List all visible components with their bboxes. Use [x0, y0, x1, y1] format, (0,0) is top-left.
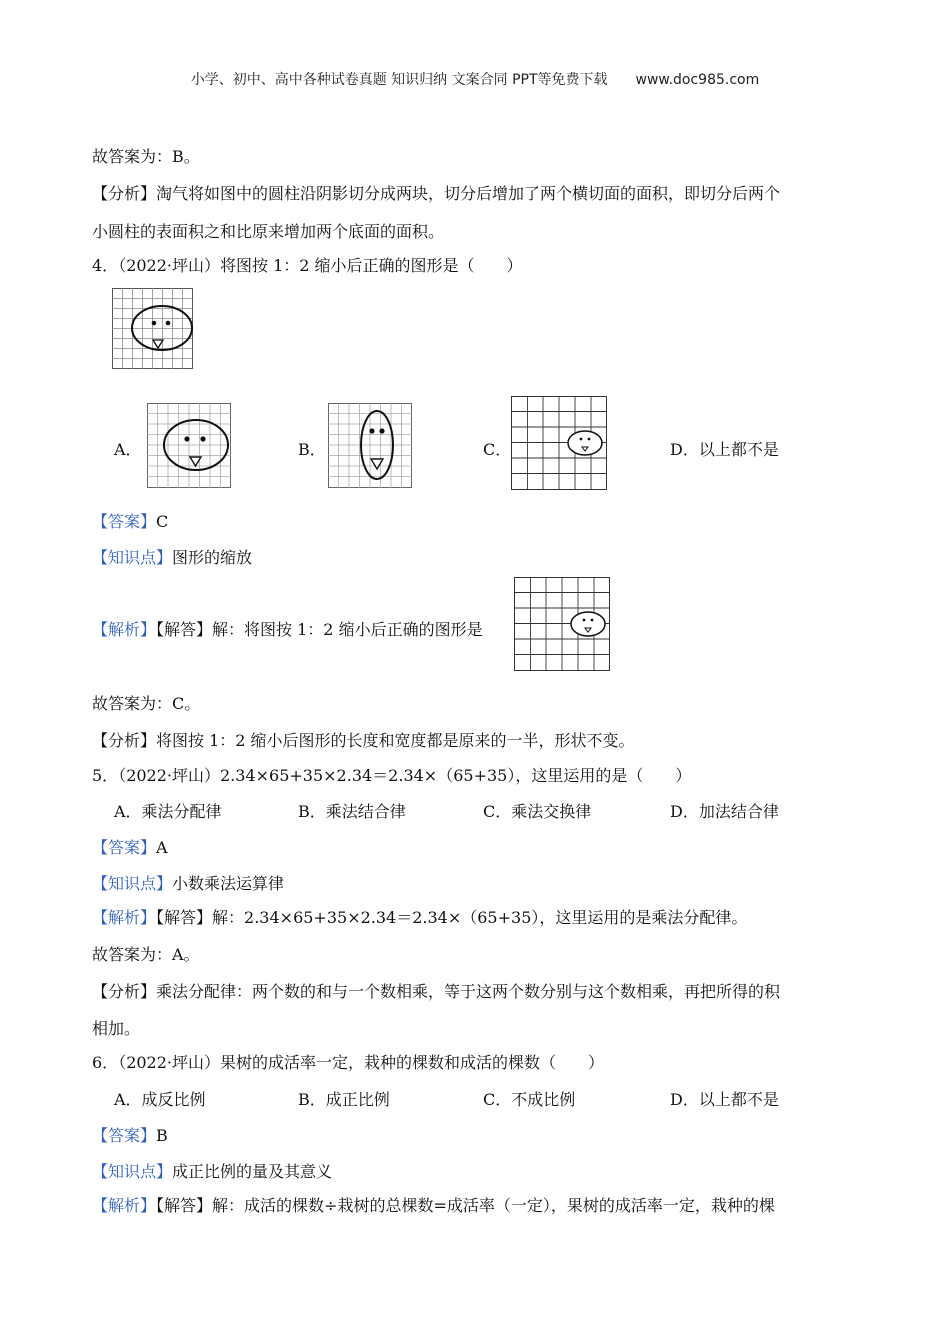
q5-conclusion: 故答案为：A。: [92, 945, 200, 964]
q4-analysis: 【分析】将图按 1：2 缩小后图形的长度和宽度都是原来的一半，形状不变。: [92, 731, 635, 750]
q5-knowledge-point: 【知识点】小数乘法运算律: [92, 874, 285, 893]
q4-option-c-figure[interactable]: [511, 396, 607, 490]
q6-option-a[interactable]: A．成反比例: [114, 1090, 206, 1109]
q6-solution: 【解析】【解答】解：成活的棵数÷栽树的总棵数=成活率（一定），果树的成活率一定，栽种的棵: [92, 1196, 775, 1215]
prev-analysis-cont: 小圆柱的表面积之和比原来增加两个底面的面积。: [92, 222, 445, 241]
q4-option-a-figure[interactable]: [147, 403, 231, 489]
analysis-tag: 【分析】: [92, 184, 157, 203]
q4-stem: 4．（2022·坪山）将图按 1：2 缩小后正确的图形是（ ）: [92, 256, 523, 275]
answer-tag: 【答案】: [92, 512, 157, 531]
prev-conclusion: 故答案为：B。: [92, 147, 200, 166]
q6-answer: 【答案】B: [92, 1126, 168, 1145]
q5-answer: 【答案】A: [92, 838, 168, 857]
q4-option-b[interactable]: B．: [298, 440, 326, 459]
q4-option-a[interactable]: A．: [114, 440, 142, 459]
q5-option-b[interactable]: B．乘法结合律: [298, 802, 406, 821]
sol-tag: 【解析】: [92, 620, 157, 639]
q4-option-c[interactable]: C．: [483, 440, 512, 459]
kp-tag: 【知识点】: [92, 548, 173, 567]
q6-option-c[interactable]: C．不成比例: [483, 1090, 576, 1109]
q5-analysis-cont: 相加。: [92, 1019, 141, 1038]
q4-option-b-figure[interactable]: [328, 403, 412, 489]
q6-option-d[interactable]: D．以上都不是: [670, 1090, 779, 1109]
page-header: [0, 69, 950, 89]
q4-conclusion: 故答案为：C。: [92, 694, 201, 713]
prev-analysis: 【分析】淘气将如图中的圆柱沿阴影切分成两块，切分后增加了两个横切面的面积，即切分后两个: [92, 184, 781, 203]
q6-knowledge-point: 【知识点】成正比例的量及其意义: [92, 1162, 333, 1181]
q6-stem: 6．（2022·坪山）果树的成活率一定，栽种的棵数和成活的棵数（ ）: [92, 1053, 604, 1072]
q4-option-d[interactable]: D．以上都不是: [670, 440, 779, 459]
q4-original-figure: [112, 288, 194, 370]
q5-solution: 【解析】【解答】解：2.34×65+35×2.34＝2.34×（65+35），这里运用的是乘法分配律。: [92, 908, 748, 927]
q5-analysis: 【分析】乘法分配律：两个数的和与一个数相乘，等于这两个数分别与这个数相乘，再把所得的积: [92, 982, 781, 1001]
header-url[interactable]: www.doc985.com: [635, 72, 760, 88]
q4-knowledge-point: 【知识点】图形的缩放: [92, 548, 253, 567]
q4-solution-figure: [514, 577, 610, 671]
header-text: 小学、初中、高中各种试卷真题 知识归纳 文案合同 PPT等免费下载: [190, 72, 608, 88]
q5-option-c[interactable]: C．乘法交换律: [483, 802, 592, 821]
q5-stem: 5．（2022·坪山）2.34×65+35×2.34＝2.34×（65+35），这里运用的是（ ）: [92, 766, 692, 785]
q6-option-b[interactable]: B．成正比例: [298, 1090, 390, 1109]
q4-answer: 【答案】C: [92, 512, 169, 531]
q5-option-d[interactable]: D．加法结合律: [670, 802, 779, 821]
q5-option-a[interactable]: A．乘法分配律: [114, 802, 222, 821]
q4-solution: 【解析】【解答】解：将图按 1：2 缩小后正确的图形是: [92, 620, 483, 639]
